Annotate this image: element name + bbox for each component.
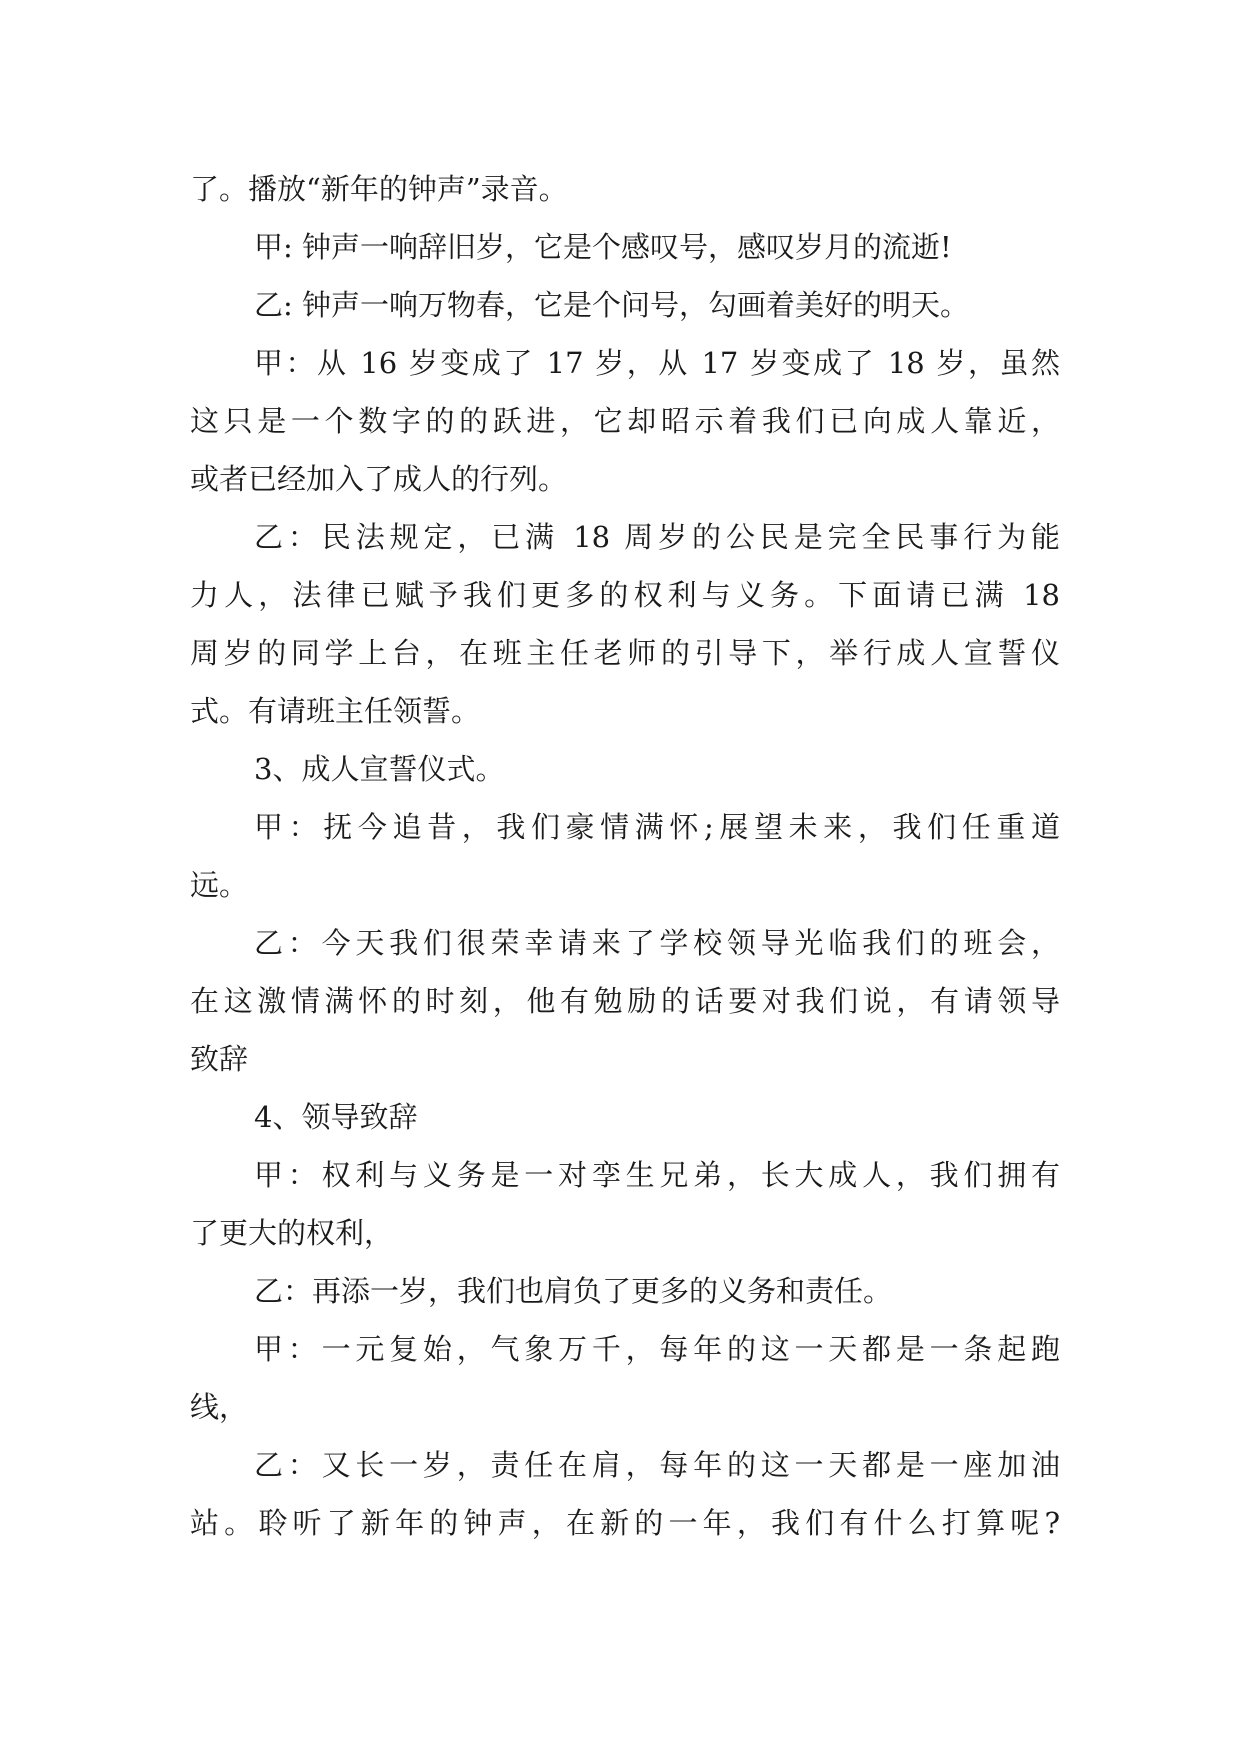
paragraph-line: 了更大的权利， [190, 1216, 394, 1250]
paragraph-line: 甲: 钟声一响辞旧岁，它是个感叹号，感叹岁月的流逝! [254, 230, 952, 264]
paragraph-line: 乙：再添一岁，我们也肩负了更多的义务和责任。 [254, 1274, 893, 1308]
paragraph-line: 远。 [190, 868, 249, 902]
paragraph-line: 力人，法律已赋予我们更多的权利与义务。下面请已满 18 [190, 578, 1060, 612]
paragraph-line: 乙: 钟声一响万物春，它是个问号，勾画着美好的明天。 [254, 288, 969, 322]
paragraph-line: 甲：抚今追昔，我们豪情满怀;展望未来，我们任重道 [254, 810, 1060, 844]
paragraph-line: 甲：一元复始，气象万千，每年的这一天都是一条起跑 [254, 1332, 1060, 1366]
paragraph-line: 站。聆听了新年的钟声，在新的一年，我们有什么打算呢? [190, 1506, 1060, 1540]
section-heading: 4、领导致辞 [254, 1100, 418, 1134]
document-body [190, 160, 1060, 1552]
paragraph-line: 乙：又长一岁，责任在肩，每年的这一天都是一座加油 [254, 1448, 1060, 1482]
paragraph-line: 乙：民法规定，已满 18 周岁的公民是完全民事行为能 [254, 520, 1060, 554]
paragraph-line: 周岁的同学上台，在班主任老师的引导下，举行成人宣誓仪 [190, 636, 1060, 670]
paragraph-line: 式。有请班主任领誓。 [190, 694, 481, 728]
paragraph-line: 甲：权利与义务是一对孪生兄弟，长大成人，我们拥有 [254, 1158, 1060, 1192]
paragraph-line: 线， [190, 1390, 249, 1424]
paragraph-line: 甲：从 16 岁变成了 17 岁，从 17 岁变成了 18 岁，虽然 [254, 346, 1060, 380]
section-heading: 3、成人宣誓仪式。 [254, 752, 505, 786]
paragraph-line: 致辞 [190, 1042, 249, 1076]
paragraph-line: 在这激情满怀的时刻，他有勉励的话要对我们说，有请领导 [190, 984, 1060, 1018]
paragraph-line: 了。播放“新年的钟声”录音。 [190, 172, 568, 206]
paragraph-line: 乙：今天我们很荣幸请来了学校领导光临我们的班会， [254, 926, 1060, 960]
paragraph-line: 或者已经加入了成人的行列。 [190, 462, 568, 496]
paragraph-line: 这只是一个数字的的跃进，它却昭示着我们已向成人靠近， [190, 404, 1060, 438]
